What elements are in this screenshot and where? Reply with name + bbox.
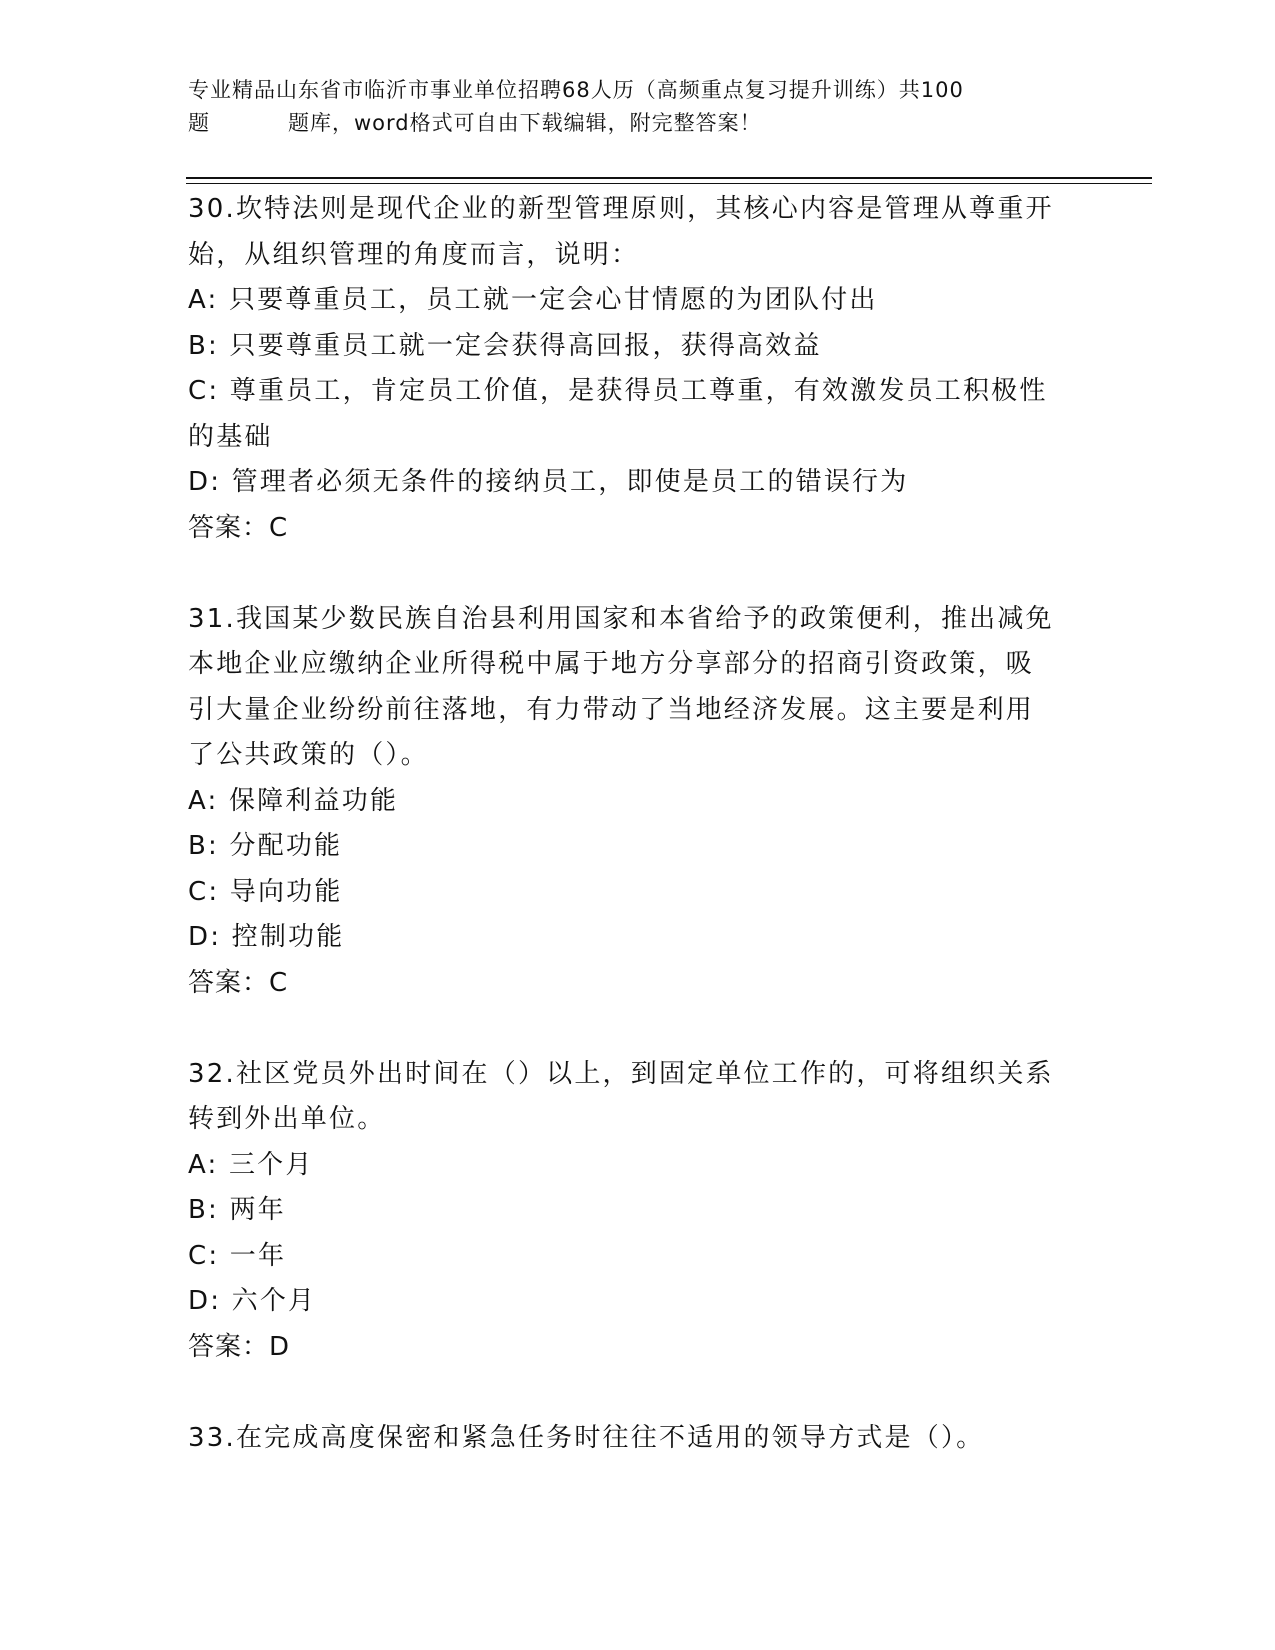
option-c: C: 导向功能 bbox=[188, 876, 343, 907]
question-block bbox=[188, 597, 1088, 1007]
spacer bbox=[188, 551, 1088, 597]
question-text: 33.在完成高度保密和紧急任务时往往不适用的领导方式是（）。 bbox=[188, 1422, 985, 1453]
option-c: C: 尊重员工，肯定员工价值，是获得员工尊重，有效激发员工积极性 bbox=[188, 376, 1048, 406]
answer-label: 答案：D bbox=[188, 1331, 291, 1362]
answer-label: 答案：C bbox=[188, 512, 289, 543]
question-text: 转到外出单位。 bbox=[188, 1104, 386, 1134]
document-header bbox=[188, 74, 1068, 140]
question-list bbox=[188, 187, 1088, 1461]
spacer bbox=[188, 1006, 1088, 1052]
question-text: 31.我国某少数民族自治县利用国家和本省给予的政策便利，推出减免 bbox=[188, 603, 1054, 634]
option-a: A: 三个月 bbox=[188, 1149, 314, 1180]
header-subtitle: 题库，word格式可自由下载编辑，附完整答案！ bbox=[288, 111, 762, 135]
option-b: B: 只要尊重员工就一定会获得高回报，获得高效益 bbox=[188, 330, 822, 361]
option-d: D: 管理者必须无条件的接纳员工，即使是员工的错误行为 bbox=[188, 467, 909, 497]
question-text: 32.社区党员外出时间在（）以上，到固定单位工作的，可将组织关系 bbox=[188, 1058, 1054, 1089]
option-a: A: 保障利益功能 bbox=[188, 785, 399, 816]
header-title-line: 专业精品山东省市临沂市事业单位招聘68人历（高频重点复习提升训练）共100 bbox=[188, 78, 964, 102]
question-text: 30.坎特法则是现代企业的新型管理原则，其核心内容是管理从尊重开 bbox=[188, 194, 1054, 224]
header-title-tail: 题 bbox=[188, 111, 210, 135]
question-block bbox=[188, 1416, 1088, 1462]
answer-label: 答案：C bbox=[188, 967, 289, 998]
header-subtitle-line bbox=[188, 107, 1068, 140]
spacer bbox=[188, 1370, 1088, 1416]
option-c: C: 一年 bbox=[188, 1240, 287, 1271]
question-block bbox=[188, 1052, 1088, 1371]
option-b: B: 分配功能 bbox=[188, 831, 343, 861]
question-text: 本地企业应缴纳企业所得税中属于地方分享部分的招商引资政策，吸 bbox=[188, 649, 1035, 679]
option-c-continued: 的基础 bbox=[188, 421, 273, 452]
header-divider-thin bbox=[186, 183, 1152, 184]
option-a: A: 只要尊重员工，员工就一定会心甘情愿的为团队付出 bbox=[188, 285, 878, 315]
question-text: 了公共政策的（）。 bbox=[188, 740, 429, 770]
option-d: D: 六个月 bbox=[188, 1286, 317, 1316]
question-text: 引大量企业纷纷前往落地，有力带动了当地经济发展。这主要是利用 bbox=[188, 694, 1035, 725]
option-b: B: 两年 bbox=[188, 1195, 286, 1225]
question-block bbox=[188, 187, 1088, 551]
header-divider-thick bbox=[186, 177, 1152, 179]
option-d: D: 控制功能 bbox=[188, 922, 345, 952]
question-text: 始，从组织管理的角度而言，说明： bbox=[188, 239, 640, 270]
